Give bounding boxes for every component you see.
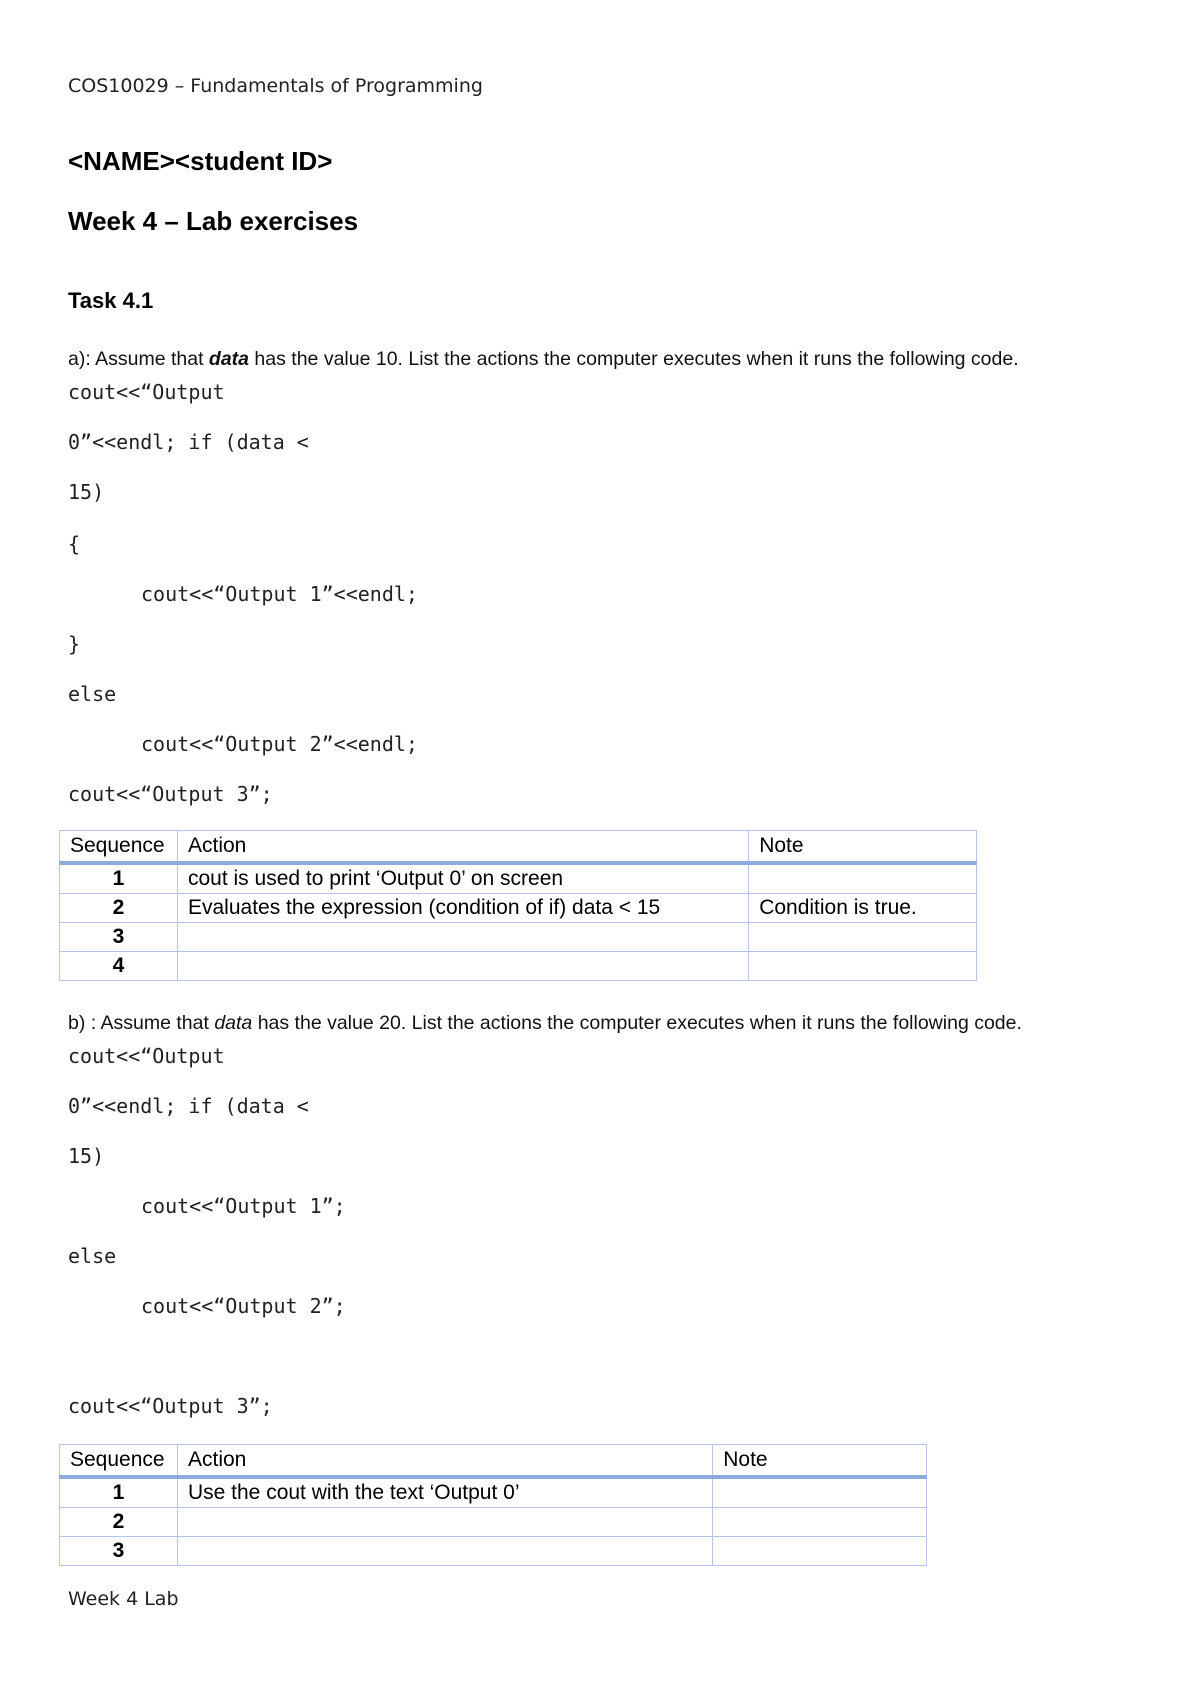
code-line: cout<<“Output 2”<<endl; bbox=[141, 732, 418, 756]
task-heading: Task 4.1 bbox=[68, 288, 154, 313]
code-line: } bbox=[68, 632, 81, 656]
code-line: 15) bbox=[68, 480, 105, 504]
column-header-action: Action bbox=[177, 1445, 712, 1478]
part-b-variable: data bbox=[214, 1012, 253, 1034]
sequence-cell: 1 bbox=[60, 1477, 178, 1508]
part-a-prefix: a): Assume that bbox=[68, 348, 209, 370]
part-a-instruction bbox=[68, 348, 1019, 371]
part-b-prefix: b) : Assume that bbox=[68, 1012, 215, 1034]
column-header-action: Action bbox=[177, 831, 748, 864]
page-title: Week 4 – Lab exercises bbox=[68, 206, 359, 236]
code-line: 15) bbox=[68, 1144, 105, 1168]
column-header-note: Note bbox=[749, 831, 977, 864]
table-header-row bbox=[60, 831, 977, 864]
code-line: cout<<“Output bbox=[68, 380, 225, 404]
column-header-sequence: Sequence bbox=[60, 1445, 178, 1478]
part-a-suffix: has the value 10. List the actions the computer executes when it runs the following code. bbox=[249, 348, 1019, 370]
action-cell[interactable]: cout is used to print ‘Output 0’ on screen bbox=[177, 863, 748, 894]
code-line: cout<<“Output 3”; bbox=[68, 1394, 273, 1418]
part-a-variable: data bbox=[208, 348, 250, 370]
note-cell[interactable] bbox=[713, 1508, 927, 1537]
table-row bbox=[60, 1508, 927, 1537]
table-row bbox=[60, 894, 977, 923]
column-header-sequence: Sequence bbox=[60, 831, 178, 864]
column-header-note: Note bbox=[713, 1445, 927, 1478]
table-row bbox=[60, 1477, 927, 1508]
action-cell[interactable]: Use the cout with the text ‘Output 0’ bbox=[177, 1477, 712, 1508]
table-row bbox=[60, 923, 977, 952]
code-line: cout<<“Output 1”<<endl; bbox=[141, 582, 418, 606]
code-line: cout<<“Output 2”; bbox=[141, 1294, 346, 1318]
code-line: else bbox=[68, 1244, 117, 1268]
code-line: 0”<<endl; if (data < bbox=[68, 430, 309, 454]
code-line: { bbox=[68, 532, 81, 556]
sequence-cell: 4 bbox=[60, 952, 178, 981]
code-line: cout<<“Output 3”; bbox=[68, 782, 273, 806]
note-cell[interactable]: Condition is true. bbox=[749, 894, 977, 923]
table-row bbox=[60, 952, 977, 981]
action-cell[interactable] bbox=[177, 952, 748, 981]
action-cell[interactable]: Evaluates the expression (condition of if) data < 15 bbox=[177, 894, 748, 923]
sequence-cell: 1 bbox=[60, 863, 178, 894]
sequence-cell: 3 bbox=[60, 1537, 178, 1566]
action-cell[interactable] bbox=[177, 923, 748, 952]
note-cell[interactable] bbox=[749, 923, 977, 952]
sequence-table-b bbox=[59, 1444, 927, 1566]
code-line: else bbox=[68, 682, 117, 706]
student-name-heading: <NAME><student ID> bbox=[68, 146, 333, 176]
sequence-cell: 2 bbox=[60, 1508, 178, 1537]
part-b-suffix: has the value 20. List the actions the computer executes when it runs the following code. bbox=[252, 1012, 1022, 1034]
sequence-table-a bbox=[59, 830, 977, 981]
note-cell[interactable] bbox=[749, 952, 977, 981]
table-row bbox=[60, 1537, 927, 1566]
note-cell[interactable] bbox=[713, 1537, 927, 1566]
code-line: cout<<“Output 1”; bbox=[141, 1194, 346, 1218]
action-cell[interactable] bbox=[177, 1508, 712, 1537]
part-b-instruction bbox=[68, 1012, 1022, 1035]
table-header-row bbox=[60, 1445, 927, 1478]
course-header: COS10029 – Fundamentals of Programming bbox=[68, 75, 483, 97]
page-footer: Week 4 Lab bbox=[68, 1588, 179, 1610]
action-cell[interactable] bbox=[177, 1537, 712, 1566]
table-row bbox=[60, 863, 977, 894]
note-cell[interactable] bbox=[749, 863, 977, 894]
sequence-cell: 3 bbox=[60, 923, 178, 952]
code-line: cout<<“Output bbox=[68, 1044, 225, 1068]
sequence-cell: 2 bbox=[60, 894, 178, 923]
code-line: 0”<<endl; if (data < bbox=[68, 1094, 309, 1118]
note-cell[interactable] bbox=[713, 1477, 927, 1508]
